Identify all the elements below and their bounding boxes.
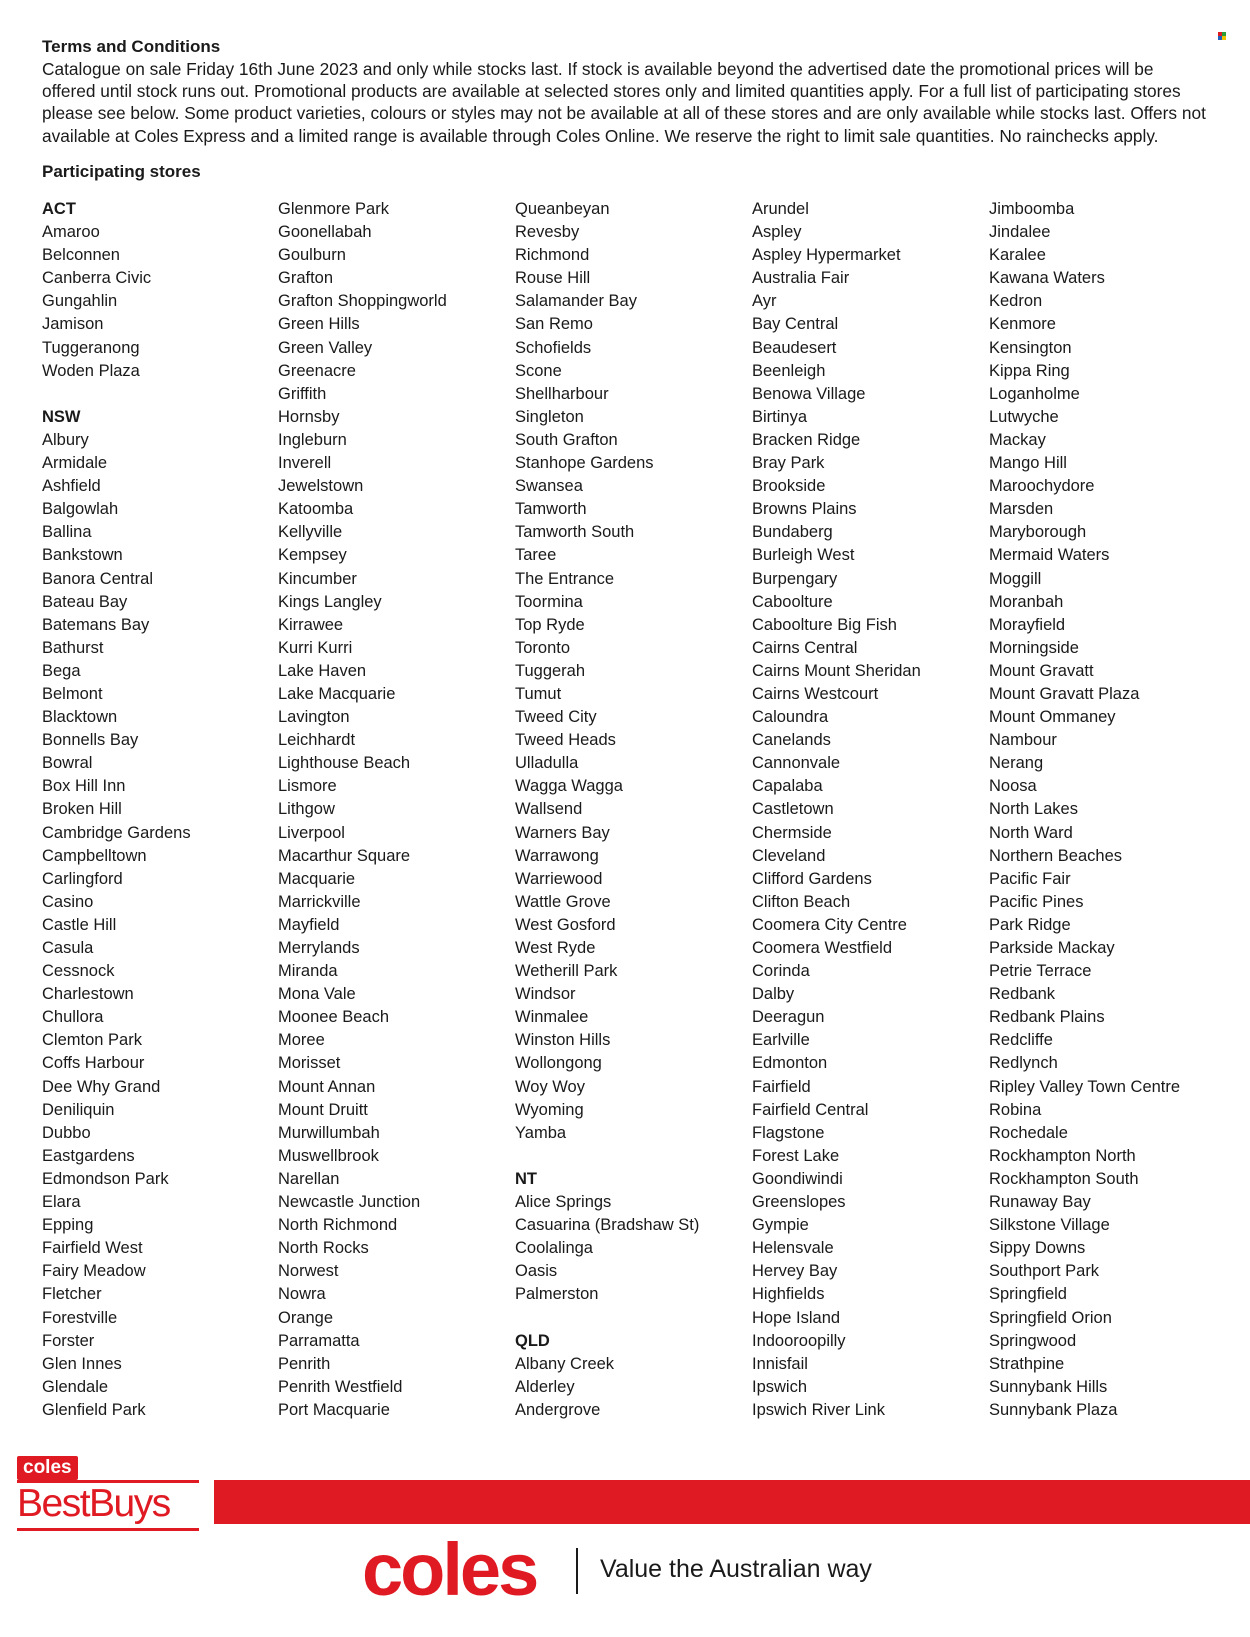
store-name: Springfield Orion [989,1308,1112,1327]
store-name: Alice Springs [515,1193,612,1212]
store-name: Hope Island [752,1308,841,1327]
store-name: Mango Hill [989,454,1067,473]
brand-slogan: Value the Australian way [600,1555,872,1583]
store-name: Grafton Shoppingworld [278,292,447,311]
store-name: Aspley Hypermarket [752,246,901,265]
store-name: Rockhampton North [989,1146,1136,1165]
store-name: Marrickville [278,892,361,911]
store-name: Banora Central [42,569,153,588]
store-name: Coolalinga [515,1239,593,1258]
store-name: Tuggerah [515,661,586,680]
store-name: Woy Woy [515,1077,585,1096]
state-heading: NT [515,1169,537,1188]
store-name: Winston Hills [515,1031,611,1050]
store-name: Edmonton [752,1054,828,1073]
store-name: Kirrawee [278,615,344,634]
spacer [515,1307,745,1330]
store-name: Wetherill Park [515,962,618,981]
store-name: Maryborough [989,523,1087,542]
store-name: Winmalee [515,1008,589,1027]
store-name: Goulburn [278,246,346,265]
store-name: Queanbeyan [515,200,610,218]
store-name: West Gosford [515,915,616,934]
store-name: Deniliquin [42,1100,115,1119]
store-name: Chermside [752,823,832,842]
store-name: Tumut [515,684,562,703]
store-name: Karalee [989,246,1046,265]
store-name: Goondiwindi [752,1169,843,1188]
store-name: Bonnells Bay [42,731,139,750]
store-name: Sunnybank Plaza [989,1400,1118,1419]
store-name: Nowra [278,1285,326,1304]
store-name: Redlynch [989,1054,1058,1073]
store-name: Fairfield [752,1077,811,1096]
store-name: Ipswich [752,1377,808,1396]
store-name: Bowral [42,754,93,773]
store-name: Amaroo [42,223,100,242]
store-name: Redbank [989,985,1056,1004]
store-name: Nambour [989,731,1057,750]
store-name: North Ward [989,823,1073,842]
store-name: Cessnock [42,962,115,981]
store-name: Glenmore Park [278,200,389,218]
store-name: Belconnen [42,246,120,265]
store-name: Revesby [515,223,580,242]
store-name: Brookside [752,477,826,496]
store-name: Redbank Plains [989,1008,1105,1027]
store-name: Blacktown [42,708,118,727]
store-name: Albany Creek [515,1354,615,1373]
store-name: Kawana Waters [989,269,1105,288]
store-column-4 [752,198,982,1422]
store-name: Innisfail [752,1354,808,1373]
store-name: Jimboomba [989,200,1075,218]
store-column-2 [278,198,508,1422]
store-name: Canelands [752,731,831,750]
coles-logo: coles [362,1528,537,1611]
store-name: Cairns Mount Sheridan [752,661,921,680]
store-name: Bathurst [42,638,104,657]
store-name: South Grafton [515,430,618,449]
store-name: Forest Lake [752,1146,840,1165]
stores-title: Participating stores [42,162,201,181]
store-name: Ulladulla [515,754,579,773]
store-name: Hervey Bay [752,1262,838,1281]
store-name: Taree [515,546,557,565]
store-name: Epping [42,1216,94,1235]
store-name: Coomera Westfield [752,939,893,957]
store-name: Penrith Westfield [278,1377,403,1396]
store-name: Eastgardens [42,1146,135,1165]
store-name: Stanhope Gardens [515,454,654,473]
store-name: Clifton Beach [752,892,851,911]
store-name: Greenslopes [752,1193,846,1212]
store-name: Marsden [989,500,1054,519]
store-name: Miranda [278,962,338,981]
store-name: Tamworth South [515,523,635,542]
store-name: Katoomba [278,500,354,519]
store-name: Charlestown [42,985,134,1004]
red-banner-band [214,1480,1250,1524]
store-name: Kings Langley [278,592,382,611]
store-name: Greenacre [278,361,356,380]
store-name: Rochedale [989,1123,1068,1142]
store-name: Elara [42,1193,81,1212]
store-name: Toronto [515,638,571,657]
store-name: Andergrove [515,1400,601,1419]
store-name: Parkside Mackay [989,939,1115,957]
store-name: North Rocks [278,1239,369,1258]
store-name: Lighthouse Beach [278,754,411,773]
state-heading: ACT [42,200,76,218]
store-name: Muswellbrook [278,1146,379,1165]
store-name: Bateau Bay [42,592,128,611]
store-name: Runaway Bay [989,1193,1091,1212]
store-name: Murwillumbah [278,1123,380,1142]
store-name: Campbelltown [42,846,147,865]
store-name: Narellan [278,1169,340,1188]
store-name: Moggill [989,569,1042,588]
store-name: Glen Innes [42,1354,122,1373]
store-name: Albury [42,430,89,449]
store-name: Sunnybank Hills [989,1377,1108,1396]
store-name: Tweed Heads [515,731,616,750]
store-name: Leichhardt [278,731,356,750]
store-name: Fletcher [42,1285,102,1304]
store-name: Edmondson Park [42,1169,169,1188]
store-name: Warriewood [515,869,603,888]
state-heading: QLD [515,1331,550,1350]
store-name: Springfield [989,1285,1067,1304]
store-name: Bundaberg [752,523,833,542]
store-name: Jewelstown [278,477,364,496]
store-name: Tuggeranong [42,338,140,357]
store-name: Lake Macquarie [278,684,396,703]
store-name: San Remo [515,315,593,334]
store-name: Shellharbour [515,384,609,403]
store-name: Flagstone [752,1123,825,1142]
store-name: Forestville [42,1308,118,1327]
store-name: Gungahlin [42,292,118,311]
store-name: Park Ridge [989,915,1071,934]
store-name: Caboolture Big Fish [752,615,897,634]
store-name: Jindalee [989,223,1051,242]
store-name: Macarthur Square [278,846,411,865]
store-name: Mackay [989,430,1046,449]
store-name: Jamison [42,315,104,334]
store-name: Petrie Terrace [989,962,1092,981]
spacer [515,1145,745,1168]
store-name: North Richmond [278,1216,398,1235]
store-name: Mona Vale [278,985,356,1004]
store-name: Tweed City [515,708,597,727]
store-name: Indooroopilly [752,1331,846,1350]
store-name: Warners Bay [515,823,610,842]
store-name: Fairy Meadow [42,1262,146,1281]
store-name: Cairns Central [752,638,858,657]
store-name: Northern Beaches [989,846,1122,865]
terms-body: Catalogue on sale Friday 16th June 2023 and only while stocks last. If stock is available beyond the advertised date the promotional prices will be offered until stock runs out. Promotional products are available at selected stores only and limited quantities apply. For a full list of participating stores please see below. Some product varieties, colours or styles may not be available at all of these stores and are only available while stocks last. Offers not available at Coles Express and a limited range is available through Coles Online. We reserve the right to limit sale quantities. No rainchecks apply. [42,59,1206,146]
store-name: Armidale [42,454,108,473]
store-name: Kurri Kurri [278,638,353,657]
store-column-1 [42,198,272,1422]
store-name: Cairns Westcourt [752,684,879,703]
store-name: Redcliffe [989,1031,1053,1050]
store-name: Australia Fair [752,269,850,288]
store-name: Sippy Downs [989,1239,1086,1258]
store-name: Cannonvale [752,754,841,773]
store-name: Corinda [752,962,810,981]
store-name: Oasis [515,1262,558,1281]
store-name: Mount Gravatt Plaza [989,684,1140,703]
store-name: Ashfield [42,477,101,496]
store-name: Chullora [42,1008,104,1027]
store-name: Casino [42,892,94,911]
terms-title: Terms and Conditions [42,37,221,56]
store-name: Lismore [278,777,337,796]
store-name: Norwest [278,1262,339,1281]
store-name: Helensvale [752,1239,834,1258]
spacer [42,383,272,406]
store-name: Pacific Pines [989,892,1084,911]
best-buys-wordmark: BestBuys [17,1482,170,1525]
store-name: Wallsend [515,800,583,819]
store-name: Lutwyche [989,407,1059,426]
store-name: Liverpool [278,823,345,842]
store-name: Beenleigh [752,361,826,380]
store-name: Parramatta [278,1331,360,1350]
store-name: Moonee Beach [278,1008,389,1027]
store-name: Browns Plains [752,500,857,519]
store-name: Morningside [989,638,1079,657]
store-name: Mount Ommaney [989,708,1116,727]
store-name: Springwood [989,1331,1077,1350]
store-name: Box Hill Inn [42,777,126,796]
store-name: Palmerston [515,1285,599,1304]
store-name: Bay Central [752,315,839,334]
store-name: Dubbo [42,1123,91,1142]
store-name: Bray Park [752,454,825,473]
store-name: The Entrance [515,569,615,588]
store-name: Kincumber [278,569,357,588]
store-name: Yamba [515,1123,567,1142]
store-name: Scone [515,361,562,380]
store-name: Castle Hill [42,915,117,934]
store-name: Belmont [42,684,103,703]
store-name: Bankstown [42,546,123,565]
store-name: Mount Gravatt [989,661,1094,680]
store-name: Toormina [515,592,583,611]
store-name: Glenfield Park [42,1400,146,1419]
store-name: Gympie [752,1216,809,1235]
store-column-3 [515,198,745,1422]
store-name: Maroochydore [989,477,1095,496]
store-name: Wagga Wagga [515,777,623,796]
best-buys-coles-tag: coles [17,1456,78,1480]
store-name: Loganholme [989,384,1080,403]
store-name: Ingleburn [278,430,347,449]
store-name: Fairfield West [42,1239,143,1258]
store-name: Wollongong [515,1054,602,1073]
store-name: Mayfield [278,915,340,934]
store-name: Wattle Grove [515,892,611,911]
best-buys-logo [17,1456,201,1534]
store-name: Capalaba [752,777,823,796]
store-name: Caloundra [752,708,829,727]
store-name: Earlville [752,1031,810,1050]
store-name: Birtinya [752,407,808,426]
store-name: Canberra Civic [42,269,152,288]
store-name: Arundel [752,200,809,218]
brand-divider [576,1548,578,1594]
store-name: Port Macquarie [278,1400,390,1419]
store-name: Ballina [42,523,92,542]
store-name: Carlingford [42,869,123,888]
store-name: Fairfield Central [752,1100,869,1119]
store-name: Hornsby [278,407,340,426]
store-name: Schofields [515,338,592,357]
store-name: Broken Hill [42,800,122,819]
store-name: Wyoming [515,1100,584,1119]
store-name: Kellyville [278,523,343,542]
state-heading: NSW [42,407,81,426]
store-name: Highfields [752,1285,825,1304]
store-name: Forster [42,1331,95,1350]
store-name: Singleton [515,407,584,426]
store-name: North Lakes [989,800,1078,819]
store-name: Warrawong [515,846,599,865]
store-name: Windsor [515,985,576,1004]
store-name: Lavington [278,708,350,727]
store-name: Nerang [989,754,1044,773]
terms-section [42,36,1222,147]
store-name: Green Hills [278,315,360,334]
store-name: Bega [42,661,81,680]
store-column-5 [989,198,1219,1422]
store-name: Rouse Hill [515,269,591,288]
store-name: Penrith [278,1354,331,1373]
store-name: Batemans Bay [42,615,150,634]
store-name: Goonellabah [278,223,372,242]
store-name: Ipswich River Link [752,1400,885,1419]
best-buys-rule-bottom [17,1528,199,1531]
store-name: Strathpine [989,1354,1065,1373]
store-name: Cleveland [752,846,826,865]
store-name: Griffith [278,384,327,403]
store-name: Alderley [515,1377,575,1396]
store-name: Dee Why Grand [42,1077,161,1096]
store-name: Glendale [42,1377,109,1396]
store-name: Coffs Harbour [42,1054,145,1073]
store-name: Green Valley [278,338,373,357]
store-name: Inverell [278,454,332,473]
store-name: Kedron [989,292,1043,311]
store-name: Aspley [752,223,802,242]
store-name: Clemton Park [42,1031,142,1050]
store-name: Mount Druitt [278,1100,368,1119]
store-name: Ayr [752,292,777,311]
store-name: Morisset [278,1054,341,1073]
store-name: Bracken Ridge [752,430,861,449]
store-name: Newcastle Junction [278,1193,421,1212]
store-name: Tamworth [515,500,587,519]
store-name: Kippa Ring [989,361,1070,380]
store-name: Southport Park [989,1262,1100,1281]
store-name: Dalby [752,985,795,1004]
store-name: Silkstone Village [989,1216,1110,1235]
store-name: Burpengary [752,569,838,588]
store-name: Lake Haven [278,661,367,680]
store-name: Orange [278,1308,334,1327]
store-name: Ripley Valley Town Centre [989,1077,1181,1096]
store-name: Morayfield [989,615,1066,634]
store-name: Clifford Gardens [752,869,872,888]
store-name: Mount Annan [278,1077,376,1096]
store-name: Deeragun [752,1008,825,1027]
store-name: Castletown [752,800,834,819]
store-name: Merrylands [278,939,360,957]
store-name: Noosa [989,777,1037,796]
store-name: Kempsey [278,546,347,565]
store-name: Swansea [515,477,583,496]
store-name: Burleigh West [752,546,855,565]
store-name: Lithgow [278,800,335,819]
store-name: Balgowlah [42,500,119,519]
store-name: Mermaid Waters [989,546,1110,565]
store-name: Cambridge Gardens [42,823,191,842]
store-name: Kensington [989,338,1072,357]
store-name: West Ryde [515,939,596,957]
store-name: Casula [42,939,94,957]
store-name: Salamander Bay [515,292,637,311]
store-name: Robina [989,1100,1042,1119]
store-name: Casuarina (Bradshaw St) [515,1216,700,1235]
store-name: Grafton [278,269,334,288]
store-name: Caboolture [752,592,833,611]
store-name: Moranbah [989,592,1064,611]
store-name: Richmond [515,246,590,265]
store-name: Coomera City Centre [752,915,907,934]
store-name: Top Ryde [515,615,585,634]
store-name: Pacific Fair [989,869,1071,888]
store-name: Kenmore [989,315,1056,334]
store-name: Beaudesert [752,338,837,357]
store-name: Benowa Village [752,384,866,403]
store-name: Woden Plaza [42,361,140,380]
store-name: Moree [278,1031,325,1050]
store-name: Rockhampton South [989,1169,1139,1188]
store-name: Macquarie [278,869,356,888]
